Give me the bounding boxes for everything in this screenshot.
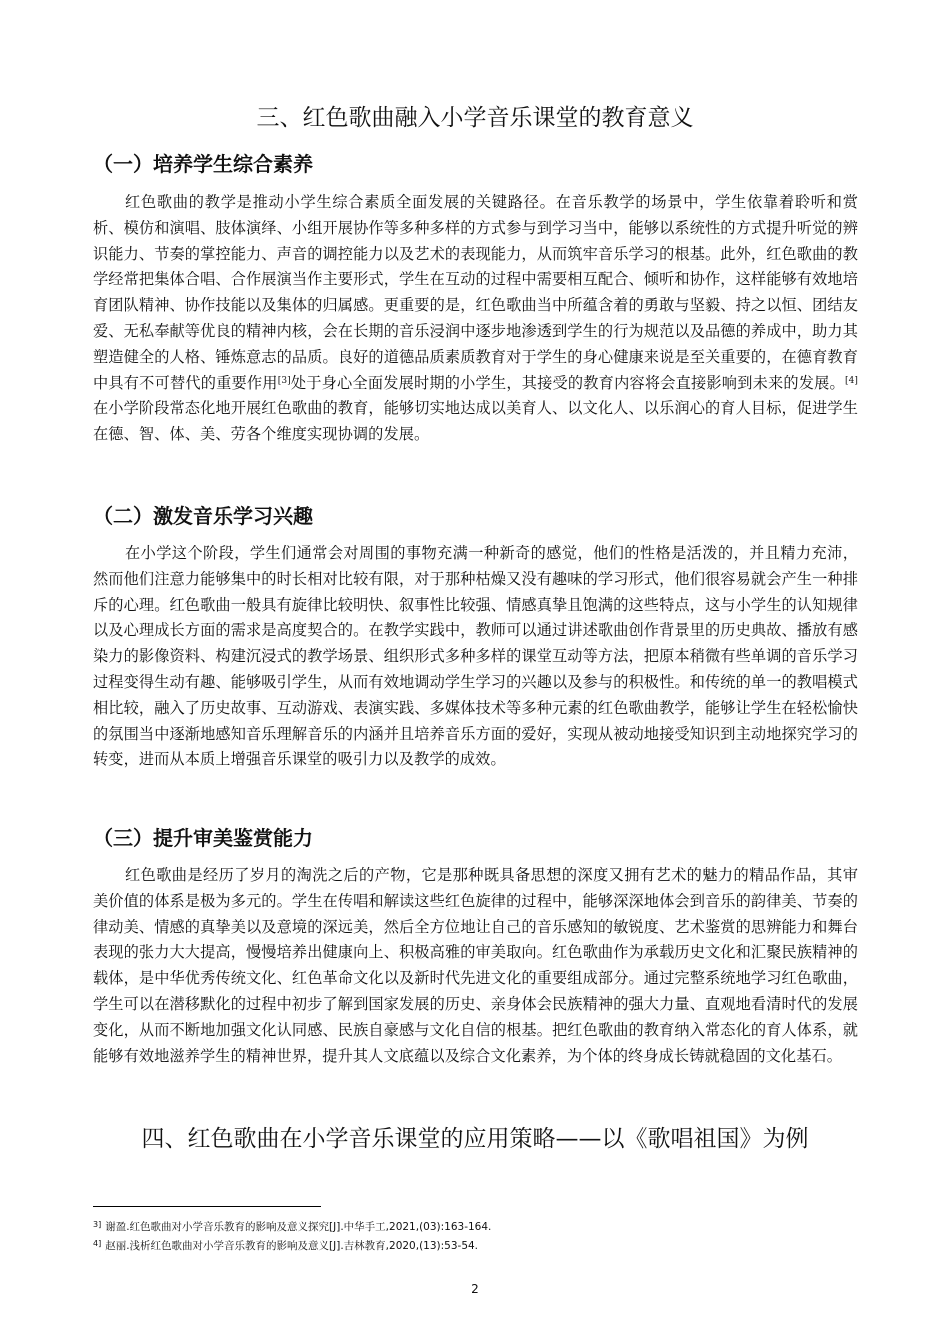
section-1-text-a: 红色歌曲的教学是推动小学生综合素质全面发展的关键路径。在音乐教学的场景中，学生依靠着聆听和赏析、模仿和演唱、肢体演绎、小组开展协作等多种多样的方式参与到学习当中，能够以系统性的方式提升听觉的辨识能力、节奏的掌控能力、声音的调控能力以及艺术的表现能力，从而筑牢音乐学习的根基。此外，红色歌曲的教学经常把集体合唱、合作展演当作主要形式，学生在互动的过程中需要相互配合、倾听和协作，这样能够有效地培育团队精神、协作技能以及集体的归属感。更重要的是，红色歌曲当中所蕴含着的勇敢与坚毅、持之以恒、团结友爱、无私奉献等优良的精神内核，会在长期的音乐浸润中逐步地渗透到学生的行为规范以及品德的养成中，助力其塑造健全的人格、锤炼意志的品质。良好的道德品质素质教育对于学生的身心健康来说是至关重要的，在德育教育中具有不可替代的重要作用 bbox=[93, 193, 858, 392]
section-1-paragraph bbox=[93, 190, 858, 448]
page-number: 2 bbox=[471, 1282, 479, 1296]
footnote-text: 赵丽.浅析红色歌曲对小学音乐教育的影响及意义[J].吉林教育,2020,(13):53-54. bbox=[105, 1240, 479, 1252]
footnote-4 bbox=[93, 1237, 478, 1253]
section-3-heading: （三）提升审美鉴赏能力 bbox=[93, 826, 313, 850]
section-2-paragraph: 在小学这个阶段，学生们通常会对周围的事物充满一种新奇的感觉，他们的性格是活泼的，并且精力充沛，然而他们注意力能够集中的时长相对比较有限，对于那种枯燥又没有趣味的学习形式，他们很容易就会产生一种排斥的心理。红色歌曲一般具有旋律比较明快、叙事性比较强、情感真挚且饱满的这些特点，这与小学生的认知规律以及心理成长方面的需求是高度契合的。在教学实践中，教师可以通过讲述歌曲创作背景里的历史典故、播放有感染力的影像资料、构建沉浸式的教学场景、组织形式多种多样的课堂互动等方法，把原本稍微有些单调的音乐学习过程变得生动有趣、能够吸引学生，从而有效地调动学生学习的兴趣以及参与的积极性。和传统的单一的教唱模式相比较，融入了历史故事、互动游戏、表演实践、多媒体技术等多种元素的红色歌曲教学，能够让学生在轻松愉快的氛围当中逐渐地感知音乐理解音乐的内涵并且培养音乐方面的爱好，实现从被动地接受知识到主动地探究学习的转变，进而从本质上增强音乐课堂的吸引力以及教学的成效。 bbox=[93, 544, 858, 769]
chapter-3-title: 三、红色歌曲融入小学音乐课堂的教育意义 bbox=[256, 105, 694, 131]
section-1-text-b: 处于身心全面发展时期的小学生，其接受的教育内容将会直接影响到未来的发展。 bbox=[290, 373, 845, 392]
section-1-heading: （一）培养学生综合素养 bbox=[93, 152, 313, 176]
footnote-mark: 4] bbox=[93, 1239, 102, 1248]
section-3-paragraph: 红色歌曲是经历了岁月的淘洗之后的产物，它是那种既具备思想的深度又拥有艺术的魅力的精品作品，其审美价值的体系是极为多元的。学生在传唱和解读这些红色旋律的过程中，能够深深地体会到音乐的韵律美、节奏的律动美、情感的真挚美以及意境的深远美，然后全方位地让自己的音乐感知的敏锐度、艺术鉴赏的思辨能力和舞台表现的张力大大提高，慢慢培养出健康向上、积极高雅的审美取向。红色歌曲作为承载历史文化和汇聚民族精神的载体，是中华优秀传统文化、红色革命文化以及新时代先进文化的重要组成部分。通过完整系统地学习红色歌曲，学生可以在潜移默化的过程中初步了解到国家发展的历史、亲身体会民族精神的强大力量、直观地看清时代的发展变化，从而不断地加强文化认同感、民族自豪感与文化自信的根基。把红色歌曲的教育纳入常态化的育人体系，就能够有效地滋养学生的精神世界，提升其人文底蕴以及综合文化素养，为个体的终身成长铸就稳固的文化基石。 bbox=[93, 866, 858, 1065]
footnote-mark: 3] bbox=[93, 1220, 102, 1229]
section-1-text-c: 在小学阶段常态化地开展红色歌曲的教育，能够切实地达成以美育人、以文化人、以乐润心的育人目标，促进学生在德、智、体、美、劳各个维度实现协调的发展。 bbox=[93, 399, 858, 444]
citation-4: [4] bbox=[844, 375, 859, 386]
footnote-separator bbox=[93, 1206, 321, 1207]
footnote-text: 谢盈.红色歌曲对小学音乐教育的影响及意义探究[J].中华手工,2021,(03):163-164. bbox=[105, 1221, 492, 1233]
chapter-4-title: 四、红色歌曲在小学音乐课堂的应用策略——以《歌唱祖国》为例 bbox=[141, 1126, 809, 1152]
citation-3: [3] bbox=[277, 375, 291, 386]
section-2-heading: （二）激发音乐学习兴趣 bbox=[93, 504, 313, 528]
footnote-3 bbox=[93, 1218, 491, 1234]
